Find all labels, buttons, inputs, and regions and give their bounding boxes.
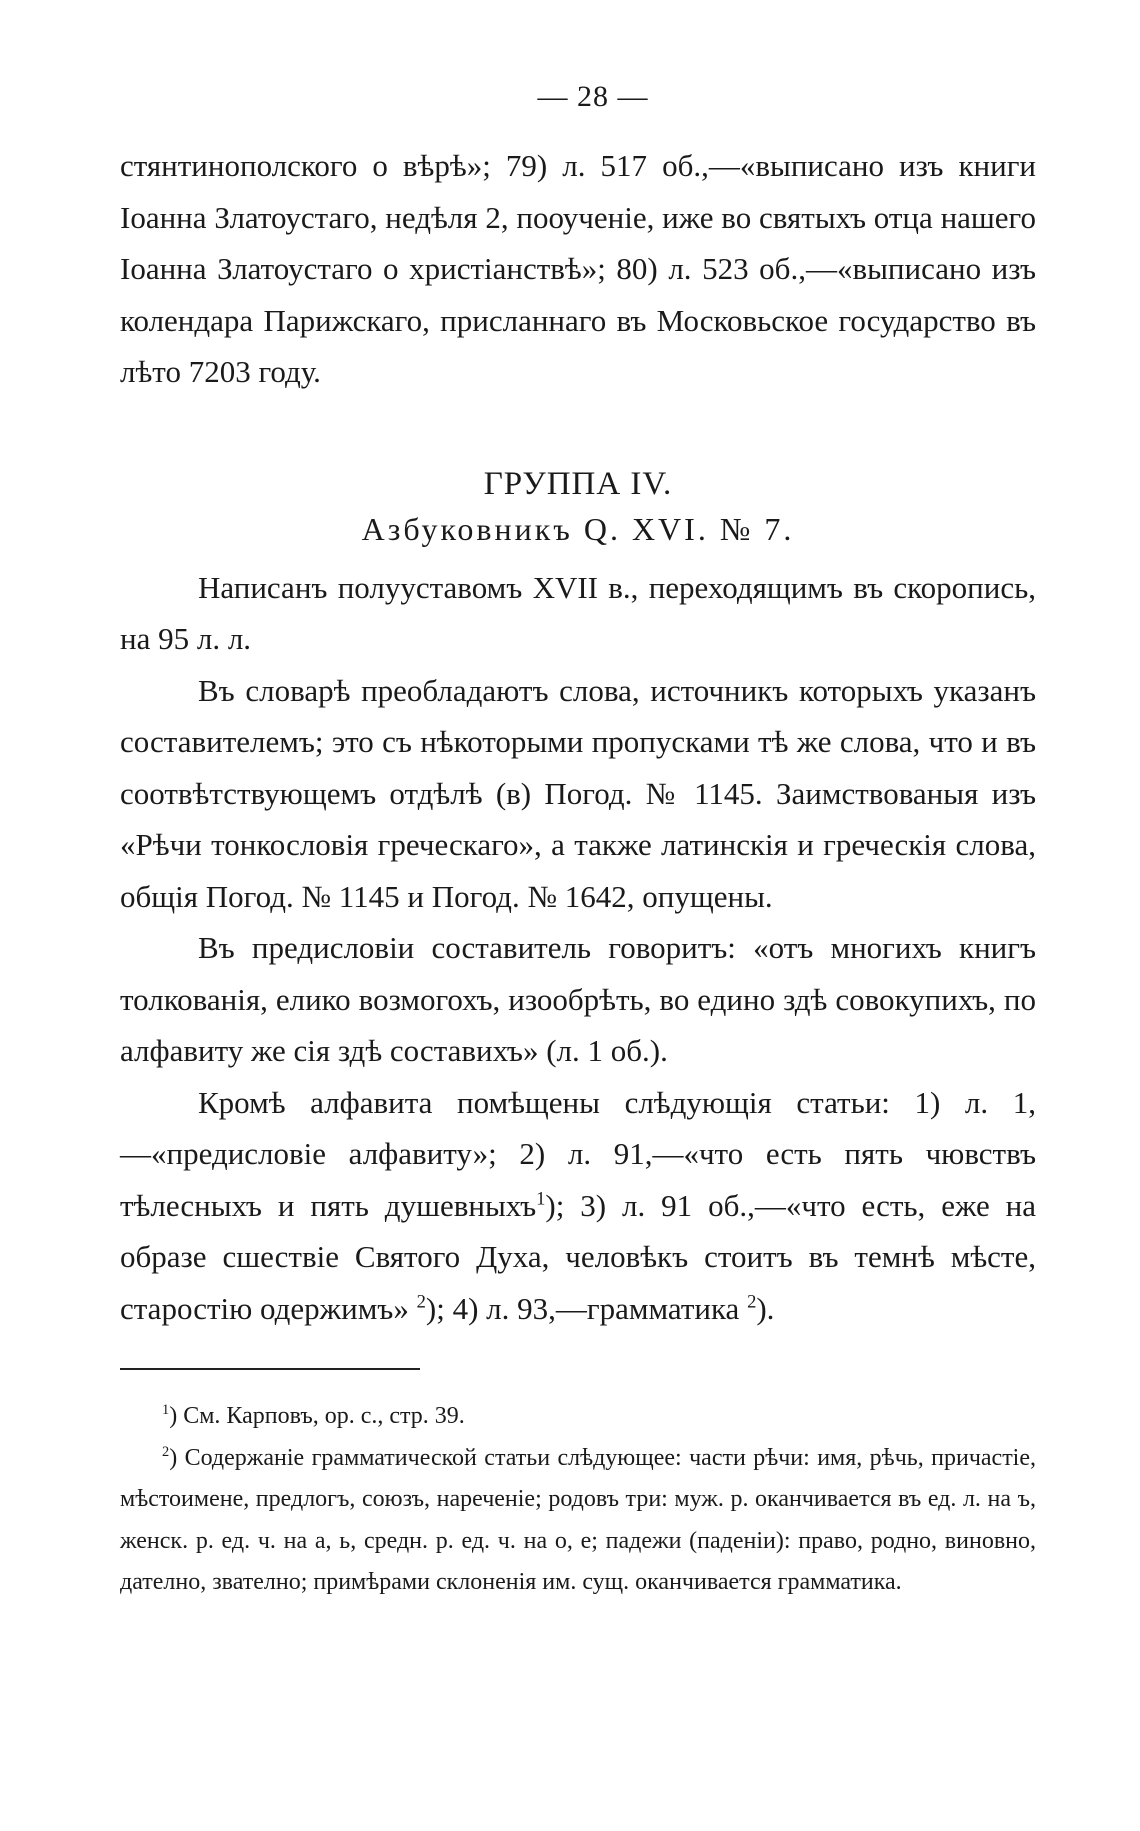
paragraph-articles xyxy=(120,1077,1036,1335)
paragraph-continuation: стянтинополского о вѣрѣ»; 79) л. 517 об.,—«выписано изъ книги Іоанна Златоустаго, недѣля 2, пооученіе, иже во святыхъ отца нашего Іоанна Златоустаго о христіанствѣ»; 80) л. 523 об.,—«выписано изъ колендара Парижскаго, присланнаго въ Московьское государство въ лѣто 7203 году. xyxy=(120,148,1036,389)
articles-text-part-3: ); 4) л. 93,—грамматика xyxy=(425,1290,740,1326)
section-subheading: Азбуковникъ Q. XVI. № 7. xyxy=(361,510,795,547)
articles-text-part-2: ); 3) л. 91 об.,—«что есть, еже на образе сшествіе Святого Духа, человѣкъ стоитъ въ темнѣ мѣсте, старостію одержимъ» xyxy=(120,1187,1036,1326)
footnote-1-text: ) См. Карповъ, ор. с., стр. 39. xyxy=(169,1403,465,1429)
document-page xyxy=(120,80,1036,1604)
footnote-ref-2: 2 xyxy=(416,1291,426,1313)
articles-text-part-1: Кромѣ алфавита помѣщены слѣдующія статьи: 1) л. 1,—«предисловіе алфавиту»; 2) л. 91,—«что есть пять чювствъ тѣлесныхъ и пять душевныхъ xyxy=(120,1084,1036,1223)
page-number: — 28 — xyxy=(537,80,649,113)
articles-text-part-4: ). xyxy=(756,1290,775,1326)
footnote-1-mark: 1 xyxy=(162,1402,170,1418)
footnote-2-text: ) Содержаніе грамматической статьи слѣдующее: части рѣчи: имя, рѣчь, причастіе, мѣстоимене, предлогъ, союзъ, нареченіе; родовъ три: муж. р. оканчивается въ ед. л. на ъ, женск. р. ед. ч. на а, ь, средн. р. ед. ч. на о, е; падежи (паденіи): право, родно, виновно, дателно, звателно; примѣрами склоненія им. сущ. оканчивается грамматика. xyxy=(120,1444,1036,1595)
footnote-ref-3: 2 xyxy=(747,1291,757,1313)
paragraph-dictionary: Въ словарѣ преобладаютъ слова, источникъ которыхъ указанъ составителемъ; это съ нѣкоторыми пропусками тѣ же слова, что и въ соотвѣтствующемъ отдѣлѣ (в) Погод. № 1145. Заимствованыя изъ «Рѣчи тонкословія греческаго», а также латинскія и греческія слова, общія Погод. № 1145 и Погод. № 1642, опущены. xyxy=(120,672,1036,914)
paragraph-description: Написанъ полууставомъ XVII в., переходящимъ въ скоропись, на 95 л. л. xyxy=(120,569,1036,656)
footnote-2-mark: 2 xyxy=(162,1443,170,1460)
footnote-1 xyxy=(120,1396,1036,1438)
footnote-ref-1: 1 xyxy=(536,1188,546,1210)
paragraph-preface: Въ предисловіи составитель говоритъ: «отъ многихъ книгъ толкованія, елико возмогохъ, изообрѣть, во едино здѣ совокупихъ, по алфавиту же сія здѣ составихъ» (л. 1 об.). xyxy=(120,930,1036,1068)
footnote-2 xyxy=(120,1438,1036,1604)
footnote-divider xyxy=(120,1368,420,1370)
section-heading: ГРУППА IV. xyxy=(483,465,673,502)
